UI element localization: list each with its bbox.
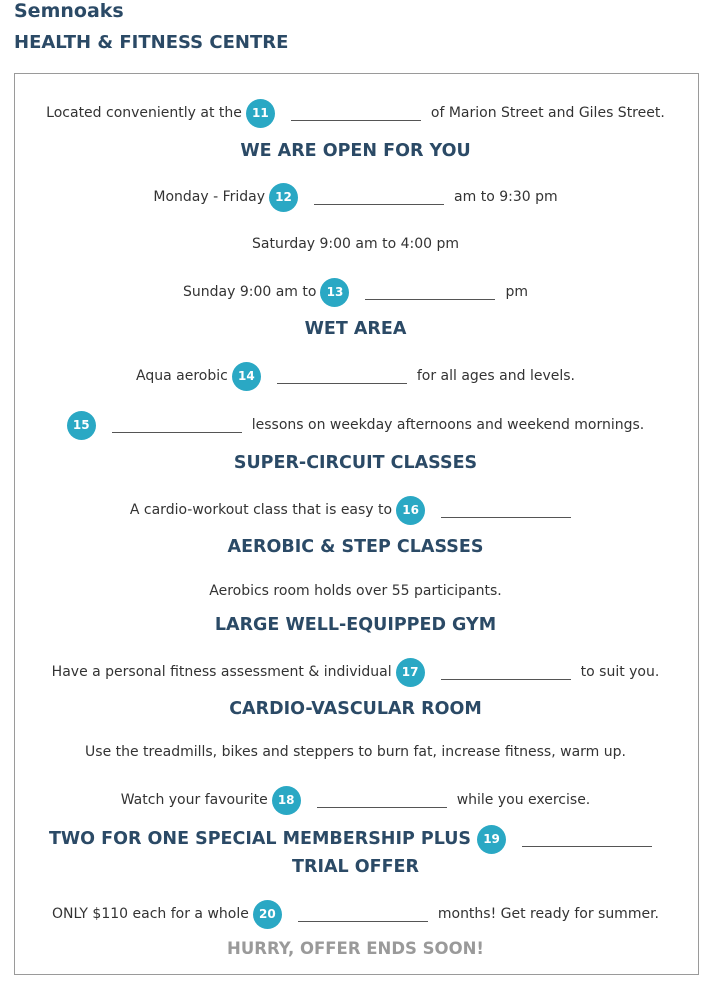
answer-14-blank[interactable] <box>277 382 407 384</box>
question-14-number-badge: 14 <box>232 362 261 391</box>
heading-wet-area: WET AREA <box>304 319 407 339</box>
heading-super-circuit: SUPER-CIRCUIT CLASSES <box>233 453 478 473</box>
answer-11-blank[interactable] <box>291 119 421 121</box>
treadmills-info <box>0 742 711 762</box>
question-18-text-after: while you exercise. <box>456 792 591 808</box>
page-subtitle: HEALTH & FITNESS CENTRE <box>14 32 289 53</box>
answer-12-blank[interactable] <box>314 203 444 205</box>
brand-name: Semnoaks <box>14 0 124 22</box>
question-16-number-badge: 16 <box>396 496 425 525</box>
aerobics-room-text: Aerobics room holds over 55 participants. <box>209 583 502 599</box>
question-17-number-badge: 17 <box>396 658 425 687</box>
question-11-text-after: of Marion Street and Giles Street. <box>430 105 665 121</box>
answer-16-blank[interactable] <box>441 516 571 518</box>
question-15-text-after: lessons on weekday afternoons and weekend mornings. <box>251 417 645 433</box>
question-20-text-before: ONLY $110 each for a whole <box>52 906 249 922</box>
question-13-text-after: pm <box>505 284 528 300</box>
heading-cardio-room: CARDIO-VASCULAR ROOM <box>229 699 482 719</box>
answer-20-blank[interactable] <box>298 920 428 922</box>
question-20-row <box>0 899 711 929</box>
question-18-text-before: Watch your favourite <box>120 792 268 808</box>
question-15-number-badge: 15 <box>67 411 96 440</box>
question-12-text-before: Monday - Friday <box>153 189 266 205</box>
question-13-row <box>0 277 711 307</box>
heading-trial-offer: TRIAL OFFER <box>292 857 419 877</box>
answer-17-blank[interactable] <box>441 678 571 680</box>
heading-aerobic-step: AEROBIC & STEP CLASSES <box>227 537 484 557</box>
question-17-text-before: Have a personal fitness assessment & individual <box>51 664 392 680</box>
question-11-row <box>0 98 711 128</box>
aerobics-room-info <box>0 581 711 601</box>
question-20-text-after: months! Get ready for summer. <box>437 906 659 922</box>
question-18-row <box>0 785 711 815</box>
saturday-hours-text: Saturday 9:00 am to 4:00 pm <box>251 236 459 252</box>
question-15-row <box>0 410 711 440</box>
question-16-text-before: A cardio-workout class that is easy to <box>129 502 393 518</box>
question-17-row <box>0 657 711 687</box>
question-19-row <box>0 824 711 854</box>
question-12-row <box>0 182 711 212</box>
heading-special-membership: TWO FOR ONE SPECIAL MEMBERSHIP PLUS <box>48 829 472 849</box>
question-18-number-badge: 18 <box>272 786 301 815</box>
hurry-notice: HURRY, OFFER ENDS SOON! <box>227 939 484 958</box>
answer-15-blank[interactable] <box>112 431 242 433</box>
question-11-text-before: Located conveniently at the <box>46 105 242 121</box>
question-14-text-after: for all ages and levels. <box>416 368 575 384</box>
answer-13-blank[interactable] <box>365 298 495 300</box>
question-17-text-after: to suit you. <box>580 664 660 680</box>
treadmills-text: Use the treadmills, bikes and steppers to burn fat, increase fitness, warm up. <box>85 744 626 760</box>
question-20-number-badge: 20 <box>253 900 282 929</box>
question-12-number-badge: 12 <box>269 183 298 212</box>
question-16-row <box>0 495 711 525</box>
question-13-number-badge: 13 <box>320 278 349 307</box>
saturday-hours <box>0 234 711 254</box>
heading-gym: LARGE WELL-EQUIPPED GYM <box>214 615 497 635</box>
question-19-number-badge: 19 <box>477 825 506 854</box>
answer-19-blank[interactable] <box>522 845 652 847</box>
question-11-number-badge: 11 <box>246 99 275 128</box>
answer-18-blank[interactable] <box>317 806 447 808</box>
question-13-text-before: Sunday 9:00 am to <box>183 284 317 300</box>
heading-open-hours: WE ARE OPEN FOR YOU <box>240 141 471 161</box>
question-12-text-after: am to 9:30 pm <box>454 189 558 205</box>
question-14-row <box>0 361 711 391</box>
question-14-text-before: Aqua aerobic <box>136 368 228 384</box>
